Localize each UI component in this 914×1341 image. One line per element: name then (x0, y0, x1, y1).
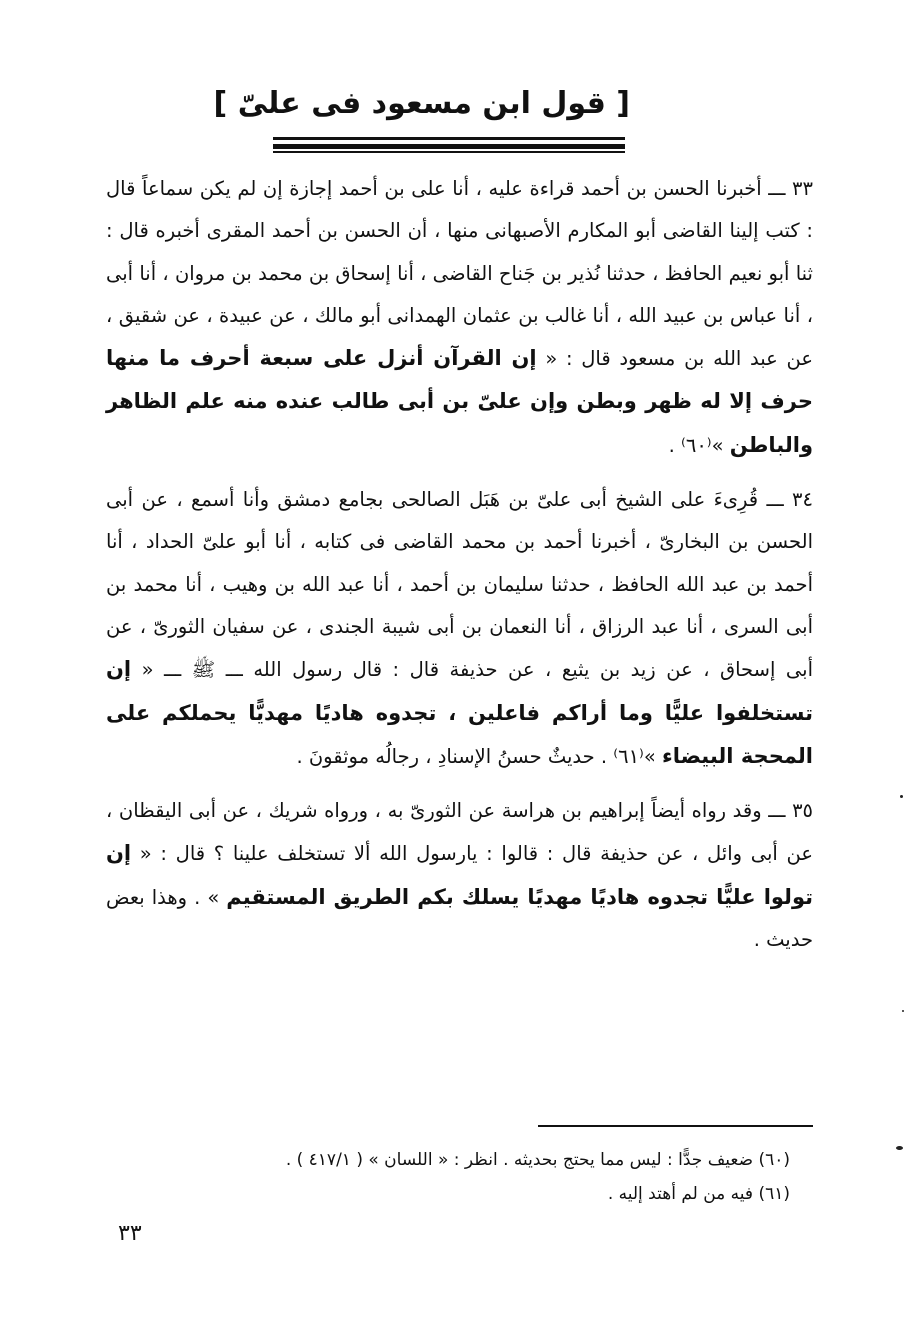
footnote-separator (538, 1125, 813, 1127)
paragraph-35 (106, 790, 813, 961)
title-rule-top (273, 137, 625, 140)
page-number: ٣٣ (118, 1221, 142, 1246)
paragraph-number: ٣٣ ـــ (768, 177, 813, 200)
scan-speck (902, 1010, 904, 1012)
paragraph-number: ٣٤ ـــ (766, 488, 813, 512)
title-rule-middle (273, 144, 625, 149)
paragraph-number: ٣٥ ـــ (768, 799, 814, 823)
paragraph-33 (106, 168, 813, 467)
paragraph-tail: »⁽٦١⁾ . حديثٌ حسنُ الإسنادِ ، رجالُه موثقونَ . (296, 744, 662, 768)
title-rule-bottom (273, 151, 625, 153)
paragraph-tail: » . وهذا بعض حديث . (106, 885, 813, 952)
hadith-quote: إن القرآن أنزل على سبعة أحرف ما منها حرف إلا له ظهر وبطن وإن علىّ بن أبى طالب عنده منه علم الظاهر والباطن (106, 346, 813, 457)
scan-speck (900, 795, 903, 798)
footnote-61: (٦١) فيه من لم أهتد إليه . (607, 1184, 790, 1204)
paragraph-34 (106, 479, 813, 778)
paragraph-text: أخبرنا الحسن بن أحمد قراءة عليه ، أنا على بن أحمد إجازة إن لم يكن سماعاً قال : كتب إلينا القاضى أبو المكارم الأصبهانى منها ، أن الحسن بن أحمد المقرى أخبره قال : ثنا أبو نعيم الحافظ ، حدثنا نُذير بن جَناح القاضى ، أنا إسحاق بن محمد بن مروان ، أنا أبى ، أنا عباس بن عبيد الله ، أنا غالب بن عثمان الهمدانى أبو مالك ، عن عبيدة ، عن شقيق ، عن عبد الله بن مسعود قال : « (106, 177, 813, 371)
page-title: [ قول ابن مسعود فى علىّ ] (213, 86, 630, 121)
paragraph-text: وقد رواه أيضاً إبراهيم بن هراسة عن الثورىّ به ، ورواه شريك ، عن أبى اليقظان ، عن أبى وائل ، عن حذيفة قال : قالوا : يارسول الله ألا تستخلف علينا ؟ قال : « (106, 799, 813, 866)
footnote-60: (٦٠) ضعيف جدًّا : ليس مما يحتج بحديثه . انظر : « اللسان » ( ٤١٧/١ ) . (285, 1150, 790, 1170)
main-text (106, 168, 813, 961)
footnotes (150, 1143, 790, 1211)
paragraph-text: قُرِىءَ على الشيخ أبى علىّ بن هَبَل الصالحى بجامع دمشق وأنا أسمع ، عن أبى الحسن بن البخارىّ ، أخبرنا أحمد بن محمد القاضى فى كتابه ، أنا أبو علىّ الحداد ، أنا أحمد بن عبد الله الحافظ ، حدثنا سليمان بن أحمد ، أنا عبد الله بن وهيب ، أنا محمد بن أبى السرى ، أنا عبد الرزاق ، أنا النعمان بن أبى شيبة الجندى ، عن سفيان الثورىّ ، عن أبى إسحاق ، عن زيد بن يثيع ، عن حذيفة قال : قال رسول الله ـــ ﷺ ـــ « (106, 488, 813, 682)
hadith-quote: إن تولوا عليًّا تجدوه هاديًا مهديًا يسلك بكم الطريق المستقيم (106, 841, 813, 909)
scan-speck (896, 1146, 903, 1150)
paragraph-tail: »⁽٦٠⁾ . (668, 433, 730, 457)
hadith-quote: إن تستخلفوا عليًّا وما أراكم فاعلين ، تجدوه هاديًا مهديًّا يحملكم على المحجة البيضاء (106, 657, 813, 768)
